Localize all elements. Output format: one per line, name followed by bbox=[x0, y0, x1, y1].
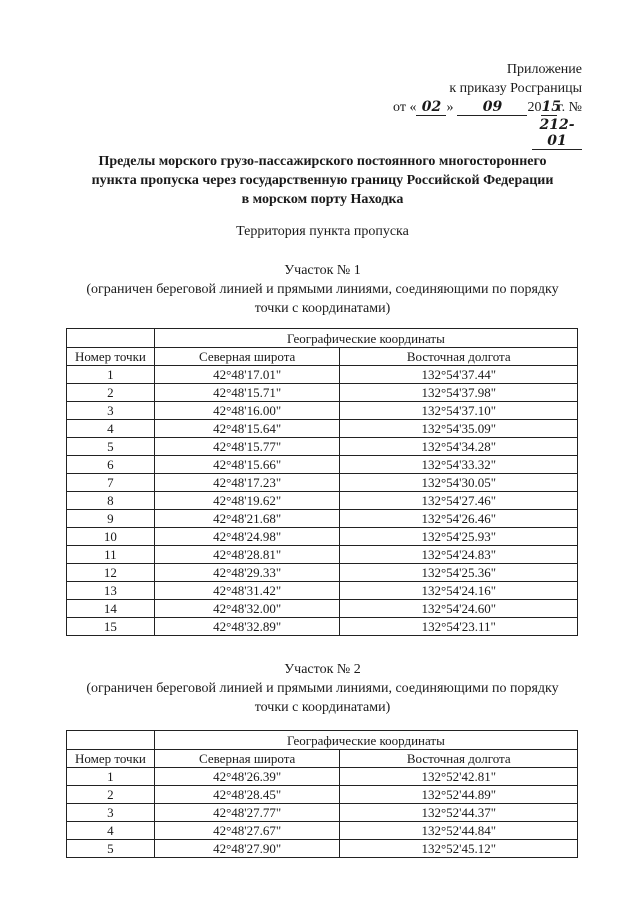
latitude-cell: 42°48'21.68" bbox=[154, 510, 340, 528]
table-row bbox=[67, 438, 578, 456]
longitude-cell: 132°54'34.28" bbox=[340, 438, 578, 456]
section-1-desc-line-2: точки с координатами) bbox=[254, 301, 391, 316]
longitude-cell: 132°54'23.11" bbox=[340, 618, 578, 636]
point-number-cell: 3 bbox=[67, 804, 155, 822]
latitude-header: Северная широта bbox=[154, 750, 340, 768]
document-title bbox=[40, 152, 605, 209]
title-line-3: в морском порту Находка bbox=[241, 192, 404, 207]
latitude-cell: 42°48'28.81" bbox=[154, 546, 340, 564]
section-1-title: Участок № 1 bbox=[284, 263, 361, 278]
longitude-cell: 132°54'26.46" bbox=[340, 510, 578, 528]
section-1-desc-line-1: (ограничен береговой линией и прямыми линиями, соединяющими по порядку bbox=[86, 282, 559, 297]
table-row bbox=[67, 564, 578, 582]
handwritten-day: 02 bbox=[416, 99, 446, 116]
table-corner-cell bbox=[67, 731, 155, 750]
longitude-cell: 132°54'33.32" bbox=[340, 456, 578, 474]
table-row bbox=[67, 546, 578, 564]
longitude-cell: 132°52'42.81" bbox=[340, 768, 578, 786]
table-row bbox=[67, 456, 578, 474]
section-1-coordinates-table bbox=[66, 328, 578, 636]
latitude-cell: 42°48'27.77" bbox=[154, 804, 340, 822]
longitude-cell: 132°54'30.05" bbox=[340, 474, 578, 492]
appendix-title: Приложение bbox=[506, 62, 582, 77]
section-1-rows bbox=[67, 366, 578, 636]
latitude-cell: 42°48'26.39" bbox=[154, 768, 340, 786]
latitude-cell: 42°48'28.45" bbox=[154, 786, 340, 804]
longitude-cell: 132°54'37.10" bbox=[340, 402, 578, 420]
table-row bbox=[67, 384, 578, 402]
table-row bbox=[67, 366, 578, 384]
latitude-cell: 42°48'32.00" bbox=[154, 600, 340, 618]
year-prefix: 20 bbox=[527, 100, 542, 115]
latitude-cell: 42°48'17.23" bbox=[154, 474, 340, 492]
point-number-header: Номер точки bbox=[67, 348, 155, 366]
latitude-cell: 42°48'27.67" bbox=[154, 822, 340, 840]
longitude-cell: 132°54'24.60" bbox=[340, 600, 578, 618]
point-number-cell: 11 bbox=[67, 546, 155, 564]
date-close: » bbox=[446, 100, 454, 115]
latitude-cell: 42°48'19.62" bbox=[154, 492, 340, 510]
geo-coordinates-header: Географические координаты bbox=[154, 329, 577, 348]
longitude-cell: 132°52'44.84" bbox=[340, 822, 578, 840]
point-number-cell: 2 bbox=[67, 384, 155, 402]
year-post: г. № bbox=[557, 100, 582, 115]
geo-coordinates-header: Географические координаты bbox=[154, 731, 577, 750]
longitude-cell: 132°54'25.36" bbox=[340, 564, 578, 582]
table-row bbox=[67, 768, 578, 786]
table-row bbox=[67, 492, 578, 510]
longitude-cell: 132°52'45.12" bbox=[340, 840, 578, 858]
point-number-cell: 9 bbox=[67, 510, 155, 528]
longitude-cell: 132°54'35.09" bbox=[340, 420, 578, 438]
longitude-cell: 132°54'37.44" bbox=[340, 366, 578, 384]
handwritten-year: 15 bbox=[541, 99, 561, 115]
latitude-cell: 42°48'32.89" bbox=[154, 618, 340, 636]
territory-heading: Территория пункта пропуска bbox=[236, 224, 409, 239]
appendix-block bbox=[342, 60, 582, 151]
table-row bbox=[67, 528, 578, 546]
latitude-cell: 42°48'24.98" bbox=[154, 528, 340, 546]
title-line-1: Пределы морского грузо-пассажирского постоянного многостороннего bbox=[98, 154, 547, 169]
table-row bbox=[67, 420, 578, 438]
longitude-header: Восточная долгота bbox=[340, 348, 578, 366]
point-number-cell: 13 bbox=[67, 582, 155, 600]
title-line-2: пункта пропуска через государственную границу Российской Федерации bbox=[91, 173, 554, 188]
point-number-cell: 1 bbox=[67, 768, 155, 786]
point-number-cell: 5 bbox=[67, 840, 155, 858]
table-row bbox=[67, 510, 578, 528]
table-corner-cell bbox=[67, 329, 155, 348]
longitude-cell: 132°52'44.37" bbox=[340, 804, 578, 822]
point-number-cell: 15 bbox=[67, 618, 155, 636]
point-number-cell: 2 bbox=[67, 786, 155, 804]
point-number-cell: 1 bbox=[67, 366, 155, 384]
table-row bbox=[67, 840, 578, 858]
appendix-order-ref: к приказу Росграницы bbox=[449, 81, 582, 96]
latitude-cell: 42°48'31.42" bbox=[154, 582, 340, 600]
longitude-cell: 132°54'25.93" bbox=[340, 528, 578, 546]
table-row bbox=[67, 600, 578, 618]
point-number-cell: 12 bbox=[67, 564, 155, 582]
table-row bbox=[67, 582, 578, 600]
longitude-cell: 132°54'24.16" bbox=[340, 582, 578, 600]
section-2-title: Участок № 2 bbox=[284, 662, 361, 677]
table-row bbox=[67, 402, 578, 420]
section-1-heading bbox=[40, 261, 605, 318]
latitude-cell: 42°48'15.71" bbox=[154, 384, 340, 402]
table-row bbox=[67, 474, 578, 492]
point-number-cell: 10 bbox=[67, 528, 155, 546]
section-2-coordinates-table bbox=[66, 730, 578, 858]
table-row bbox=[67, 822, 578, 840]
table-row bbox=[67, 804, 578, 822]
handwritten-order-number: 212-01 bbox=[532, 117, 582, 150]
handwritten-month: 09 bbox=[457, 99, 527, 116]
latitude-cell: 42°48'15.77" bbox=[154, 438, 340, 456]
point-number-cell: 3 bbox=[67, 402, 155, 420]
section-2-desc-line-2: точки с координатами) bbox=[254, 700, 391, 715]
latitude-cell: 42°48'15.66" bbox=[154, 456, 340, 474]
point-number-cell: 7 bbox=[67, 474, 155, 492]
table-row bbox=[67, 786, 578, 804]
longitude-cell: 132°52'44.89" bbox=[340, 786, 578, 804]
point-number-cell: 6 bbox=[67, 456, 155, 474]
table-row bbox=[67, 618, 578, 636]
section-2-rows bbox=[67, 768, 578, 858]
point-number-cell: 14 bbox=[67, 600, 155, 618]
point-number-cell: 4 bbox=[67, 420, 155, 438]
longitude-cell: 132°54'24.83" bbox=[340, 546, 578, 564]
latitude-cell: 42°48'15.64" bbox=[154, 420, 340, 438]
section-2-desc-line-1: (ограничен береговой линией и прямыми линиями, соединяющими по порядку bbox=[86, 681, 559, 696]
longitude-header: Восточная долгота bbox=[340, 750, 578, 768]
latitude-header: Северная широта bbox=[154, 348, 340, 366]
appendix-date-line bbox=[342, 98, 582, 151]
point-number-cell: 5 bbox=[67, 438, 155, 456]
longitude-cell: 132°54'37.98" bbox=[340, 384, 578, 402]
section-2-heading bbox=[40, 660, 605, 717]
latitude-cell: 42°48'17.01" bbox=[154, 366, 340, 384]
latitude-cell: 42°48'16.00" bbox=[154, 402, 340, 420]
date-prefix: от « bbox=[393, 100, 417, 115]
point-number-header: Номер точки bbox=[67, 750, 155, 768]
point-number-cell: 8 bbox=[67, 492, 155, 510]
longitude-cell: 132°54'27.46" bbox=[340, 492, 578, 510]
point-number-cell: 4 bbox=[67, 822, 155, 840]
latitude-cell: 42°48'29.33" bbox=[154, 564, 340, 582]
latitude-cell: 42°48'27.90" bbox=[154, 840, 340, 858]
